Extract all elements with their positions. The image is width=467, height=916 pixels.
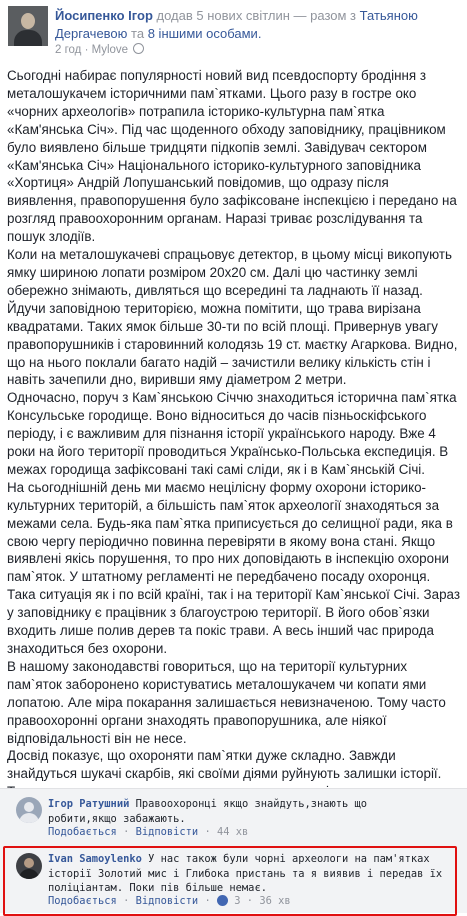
comment-avatar[interactable]	[16, 797, 42, 823]
privacy-globe-icon[interactable]	[133, 43, 144, 54]
author-name[interactable]: Йосипенко Ігор	[55, 8, 153, 23]
meta-separator: ·	[84, 44, 89, 56]
avatar-head	[21, 13, 35, 29]
post-location[interactable]: Mylove	[91, 44, 129, 56]
comment-author[interactable]: Ivan Samoylenko	[48, 853, 142, 865]
post-paragraph: На сьогоднішній день ми маємо нецілісну форму охорони історико-культурних територій, а більшість пам`яток археології знаходяться за межами села. Будь-яка пам`ятка приписується до селищної ради, яка в свою чергу періодично повинна перевіряти в якому вона стані. Якщо виявлені якісь порушення, то про них доповідають в інспекцію охорони пам`яток. У штатному регламенті не передбачено посаду охоронця. Така ситуація як і по всій країні, так і на території Кам`янської Січі. Зараз у заповіднику є працівник з благоустрою території. В його обов`язки входить лише полив дерев та покіс трави. А весь інший час природа знаходиться без охорони.	[7, 479, 460, 656]
comment-time[interactable]: 44 хв	[216, 826, 249, 838]
comment-text: У нас також були чорні археологи на пам'ятках історії Золотий мис і Глибока пристань та я виявив і передав їх поліціантам. Поки пів більше немає.	[48, 853, 443, 894]
author-avatar[interactable]	[8, 6, 48, 46]
reply-link[interactable]: Відповісти	[135, 895, 199, 907]
comment-avatar-body	[19, 813, 39, 823]
post-paragraph: Сьогодні набирає популярності новий вид псевдоспорту бродіння з металошукачем історичними пам`ятками. Цього разу в гостре око «чорних археологів» потрапила історико-культурна пам`ятка «Кам'янська Січ». Під час щоденного обходу заповіднику, працівником було виявлено більше тридцяти підкопів землі. Завідувач сектором «Кам'янська Січ» Національного історико-культурного заповідника «Хортиця» Андрій Лопушанський повідомив, що одразу після виявлення, правопорушення було зафіксоване інспекцією і передано на розгляд правоохоронним органам. Наразі триває розслідування та пошук злодіїв.	[7, 68, 457, 245]
tagged-person[interactable]: Татьяною Дергачевою	[55, 8, 418, 41]
comment-author[interactable]: Ігор Ратушний	[48, 798, 130, 810]
post-meta	[55, 43, 144, 56]
post-action: додав 5 нових світлин — разом з	[156, 8, 357, 23]
post-paragraph: Досвід показує, що охороняти пам`ятки дуже складно. Завжди знайдуться шукачі скарбів, які своїми діями руйнують залишки історії.	[7, 748, 442, 782]
like-link[interactable]: Подобається	[48, 826, 117, 838]
action-dot: ·	[123, 895, 130, 907]
highlight-annotation	[3, 846, 457, 916]
post-header	[0, 0, 467, 62]
like-link[interactable]: Подобається	[48, 895, 117, 907]
comment-avatar-head	[24, 802, 34, 812]
post-paragraph: В нашому законодавстві говориться, що на території культурних пам`яток заборонено користуватись металошукачем чи копати ями лопатою. Але міра покарання залишається невизначеною. Тому часто правоохоронні органи знаходять правопорушника, але ніякої відповідальності він не несе.	[7, 658, 446, 746]
avatar-body	[14, 30, 42, 46]
action-dot: ·	[204, 895, 211, 907]
post-paragraph: Одночасно, поруч з Кам`янською Січчю знаходиться історична пам`ятка Консульське городище. Воно відноситься до часів пізньоскіфського періоду, і є важливим для пізнання історії українського народу. Вже 4 роки на його території проводиться Українсько-Польська експедиція. В межах городища зафіксовані такі самі сліди, як і в Кам`янській Січі.	[7, 390, 457, 477]
post-headline	[55, 7, 460, 43]
tagged-others[interactable]: 8 іншими особами.	[147, 26, 262, 41]
comments-divider	[0, 788, 467, 789]
post-body	[7, 67, 462, 801]
comment-time[interactable]: 36 хв	[259, 895, 291, 907]
reaction-count[interactable]: 3	[234, 895, 241, 907]
action-dot: ·	[204, 826, 211, 838]
action-dot: ·	[123, 826, 130, 838]
tagged-and: та	[131, 26, 145, 41]
comment-actions	[48, 826, 248, 838]
post-time[interactable]: 2 год	[55, 44, 82, 56]
reply-link[interactable]: Відповісти	[135, 826, 199, 838]
post-paragraph: Коли на металошукачеві спрацьовує детектор, в цьому місці викопують ямку шириною лопати розміром 20х20 см. Далі цю частинку землі обережно знімають, дивляться що всередині та ладнають її назад. Йдучи заповідною територією, можна помітити, що трава вирізана квадратами. Таких ямок більше 30-ти по всій площі. Привернув увагу правопорушників і старовинний колодязь 19 ст. маєтку Агаркова. Видно, що на нього поклали багато надій – зачистили велику кількість стін і навіть зачепили дно, виривши яму діаметром 2 метри.	[7, 247, 458, 388]
comment	[48, 797, 448, 826]
action-dot: ·	[246, 895, 254, 907]
comment-text: Правоохоронці якщо знайдуть,знають що робити,якщо забажають.	[48, 798, 368, 825]
